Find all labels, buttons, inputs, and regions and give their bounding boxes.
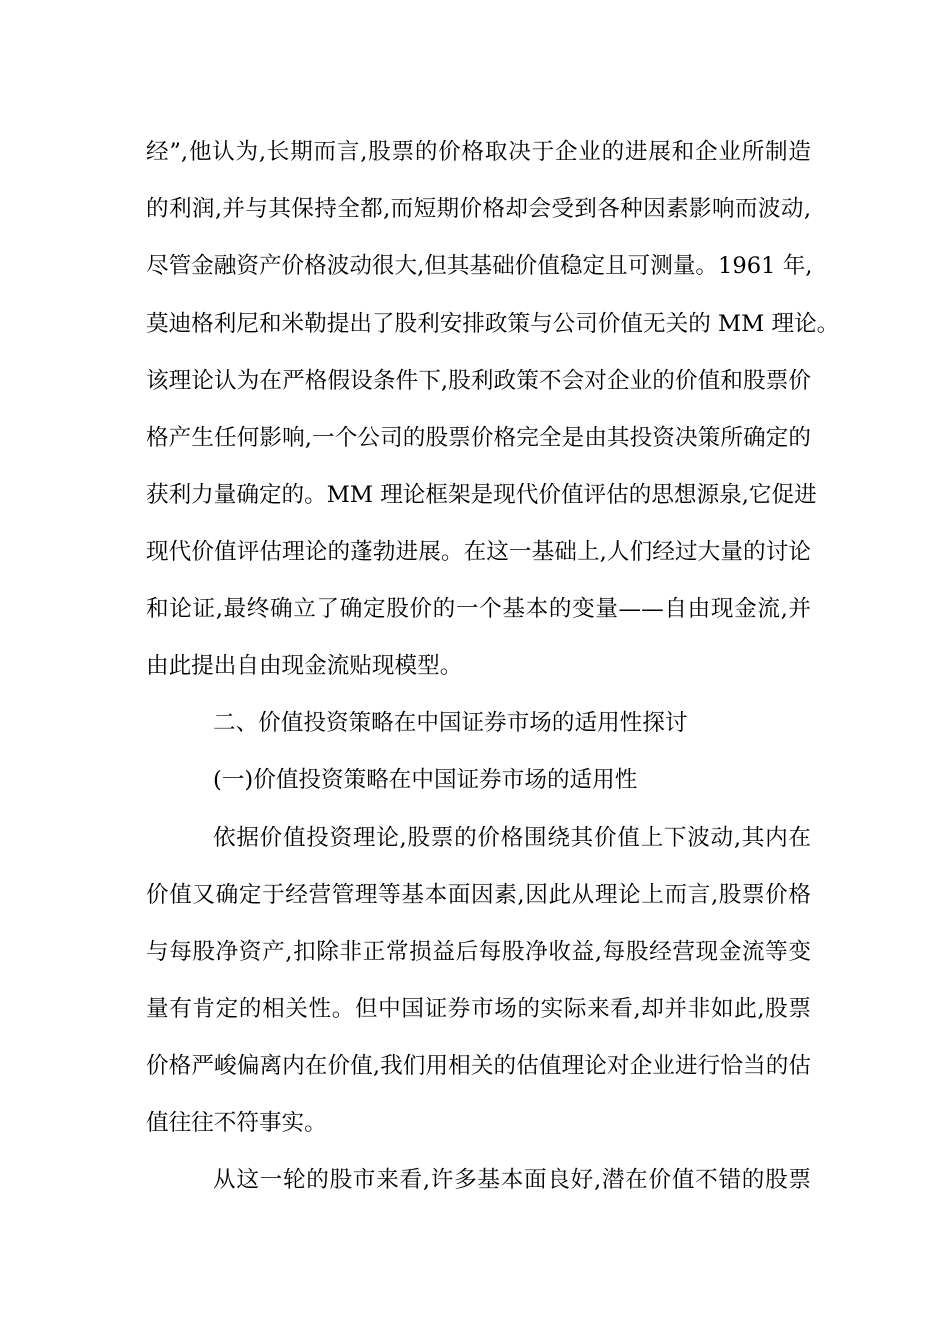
paragraph-1-line-4: 莫迪格利尼和米勒提出了股利安排政策与公司价值无关的 MM 理论。 [146, 311, 840, 337]
paragraph-1-line-3: 尽管金融资产价格波动很大,但其基础价值稳定且可测量。1961 年, [146, 253, 813, 279]
paragraph-2-line-5: 价格严峻偏离内在价值,我们用相关的估值理论对企业进行恰当的估 [146, 1053, 811, 1079]
paragraph-2-line-4: 量有肯定的相关性。但中国证券市场的实际来看,却并非如此,股票 [146, 996, 811, 1022]
paragraph-1-line-8: 现代价值评估理论的蓬勃进展。在这一基础上,人们经过大量的讨论 [146, 539, 811, 565]
paragraph-1-line-7: 获利力量确定的。MM 理论框架是现代价值评估的思想源泉,它促进 [146, 482, 817, 508]
paragraph-2-line-6: 值往往不符事实。 [146, 1110, 327, 1136]
subsection-heading: (一)价值投资策略在中国证券市场的适用性 [213, 767, 638, 793]
paragraph-1-line-2: 的利润,并与其保持全都,而短期价格却会受到各种因素影响而波动, [146, 196, 811, 222]
paragraph-1-line-5: 该理论认为在严格假设条件下,股利政策不会对企业的价值和股票价 [146, 368, 811, 394]
paragraph-1-line-10: 由此提出自由现金流贴现模型。 [146, 653, 463, 679]
paragraph-2-line-2: 价值又确定于经营管理等基本面因素,因此从理论上而言,股票价格 [146, 882, 811, 908]
section-heading: 二、价值投资策略在中国证券市场的适用性探讨 [213, 710, 688, 736]
paragraph-3-line-1: 从这一轮的股市来看,许多基本面良好,潜在价值不错的股票 [213, 1167, 811, 1193]
paragraph-2-line-3: 与每股净资产,扣除非正常损益后每股净收益,每股经营现金流等变 [146, 939, 811, 965]
paragraph-2-line-1: 依据价值投资理论,股票的价格围绕其价值上下波动,其内在 [213, 825, 811, 851]
paragraph-1-line-1: 经”,他认为,长期而言,股票的价格取决于企业的进展和企业所制造 [146, 139, 811, 165]
paragraph-1-line-6: 格产生任何影响,一个公司的股票价格完全是由其投资决策所确定的 [146, 425, 811, 451]
paragraph-1-line-9: 和论证,最终确立了确定股价的一个基本的变量——自由现金流,并 [146, 596, 811, 622]
